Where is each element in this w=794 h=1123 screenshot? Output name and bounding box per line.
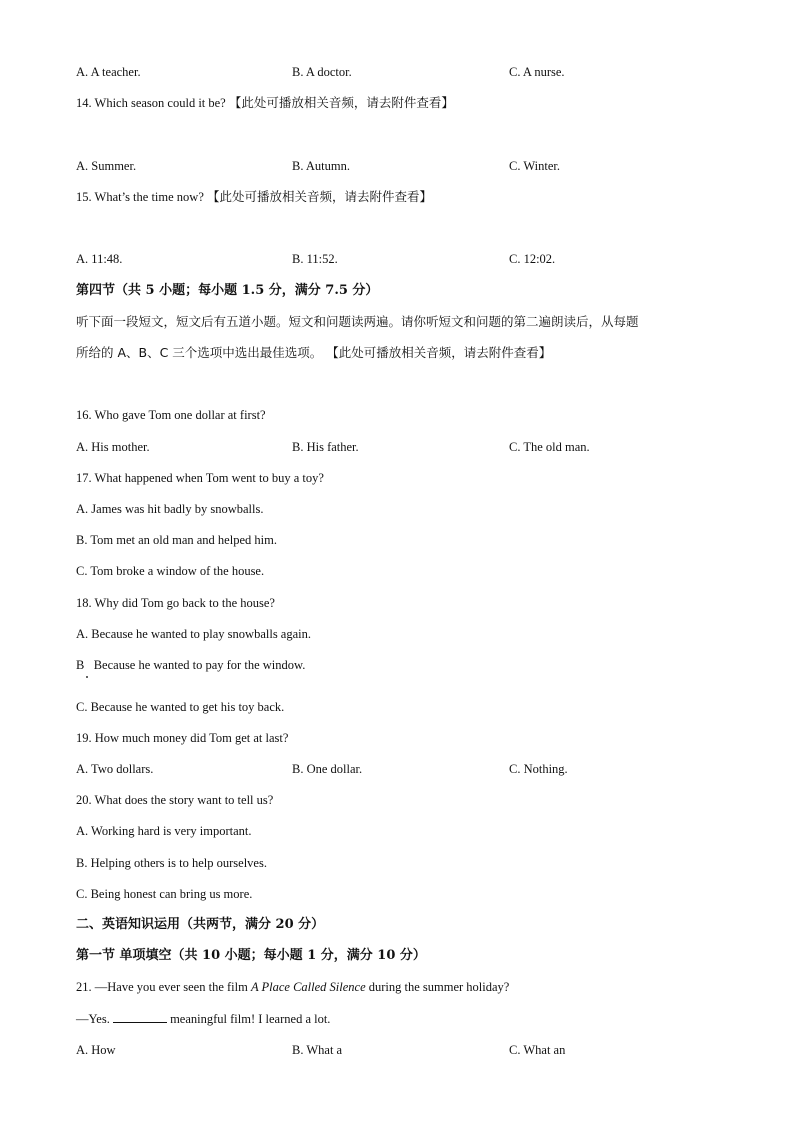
q17-option-c[interactable]: C. Tom broke a window of the house. [76, 564, 265, 578]
q14-option-a[interactable]: A. Summer. [76, 159, 137, 173]
question-17: 17. What happened when Tom went to buy a toy? [76, 471, 324, 485]
answer-blank[interactable] [113, 1011, 167, 1023]
q20-option-c[interactable]: C. Being honest can bring us more. [76, 887, 253, 901]
q19-option-a[interactable]: A. Two dollars. [76, 762, 154, 776]
section-heading: 第四节（共 5 小题；每小题 1.5 分，满分 7.5 分） [76, 283, 379, 298]
q15-option-b[interactable]: B. 11:52. [292, 252, 338, 266]
q13-option-c[interactable]: C. A nurse. [509, 65, 565, 79]
q21-option-b[interactable]: B. What a [292, 1043, 343, 1057]
section-instructions: 听下面一段短文，短文后有五道小题。短文和问题读两遍。请你听短文和问题的第二遍朗读后，从每题 [76, 314, 639, 329]
q19-option-c[interactable]: C. Nothing. [509, 762, 568, 776]
question-19: 19. How much money did Tom get at last? [76, 731, 289, 745]
q14-option-c[interactable]: C. Winter. [509, 159, 561, 173]
question-14 [76, 95, 454, 111]
q18-option-c[interactable]: C. Because he wanted to get his toy back. [76, 700, 285, 714]
q15-option-c[interactable]: C. 12:02. [509, 252, 556, 266]
q16-option-b[interactable]: B. His father. [292, 440, 359, 454]
reply-suffix: meaningful film! I learned a lot. [166, 1012, 331, 1026]
reply-prefix: —Yes. [76, 1012, 113, 1026]
question-18: 18. Why did Tom go back to the house? [76, 596, 275, 610]
film-title: A Place Called Silence [250, 980, 366, 994]
q13-option-b[interactable]: B. A doctor. [292, 65, 352, 79]
question-15 [76, 189, 432, 205]
question-14-text: 14. Which season could it be? [76, 96, 226, 110]
question-21-reply [76, 1011, 330, 1027]
subsection-heading: 第一节 单项填空（共 10 小题；每小题 1 分，满分 10 分） [76, 948, 426, 963]
question-21-suffix: during the summer holiday? [365, 980, 510, 994]
section-instructions-cont[interactable]: 所给的 A、B、C 三个选项中选出最佳选项。 【此处可播放相关音频，请去附件查看】 [76, 345, 552, 360]
q16-option-c[interactable]: C. The old man. [509, 440, 590, 454]
q14-option-b[interactable]: B. Autumn. [292, 159, 350, 173]
stray-dot [86, 676, 88, 678]
question-20: 20. What does the story want to tell us? [76, 793, 274, 807]
q17-option-b[interactable]: B. Tom met an old man and helped him. [76, 533, 277, 547]
q20-option-b[interactable]: B. Helping others is to help ourselves. [76, 856, 267, 870]
q13-option-a[interactable]: A. A teacher. [76, 65, 141, 79]
q21-option-c[interactable]: C. What an [509, 1043, 566, 1057]
q18-option-b[interactable]: B Because he wanted to pay for the window. [76, 658, 306, 672]
question-16: 16. Who gave Tom one dollar at first? [76, 408, 266, 422]
audio-link[interactable]: 【此处可播放相关音频，请去附件查看】 [207, 189, 433, 204]
q20-option-a[interactable]: A. Working hard is very important. [76, 824, 252, 838]
q15-option-a[interactable]: A. 11:48. [76, 252, 123, 266]
q16-option-a[interactable]: A. His mother. [76, 440, 150, 454]
q17-option-a[interactable]: A. James was hit badly by snowballs. [76, 502, 264, 516]
question-15-text: 15. What’s the time now? [76, 190, 204, 204]
q19-option-b[interactable]: B. One dollar. [292, 762, 363, 776]
q21-option-a[interactable]: A. How [76, 1043, 116, 1057]
q18-option-a[interactable]: A. Because he wanted to play snowballs again. [76, 627, 312, 641]
question-21 [76, 979, 509, 995]
question-21-prefix: 21. —Have you ever seen the film [76, 980, 251, 994]
part-heading: 二、英语知识运用（共两节，满分 20 分） [76, 917, 325, 932]
audio-link[interactable]: 【此处可播放相关音频，请去附件查看】 [228, 95, 454, 110]
